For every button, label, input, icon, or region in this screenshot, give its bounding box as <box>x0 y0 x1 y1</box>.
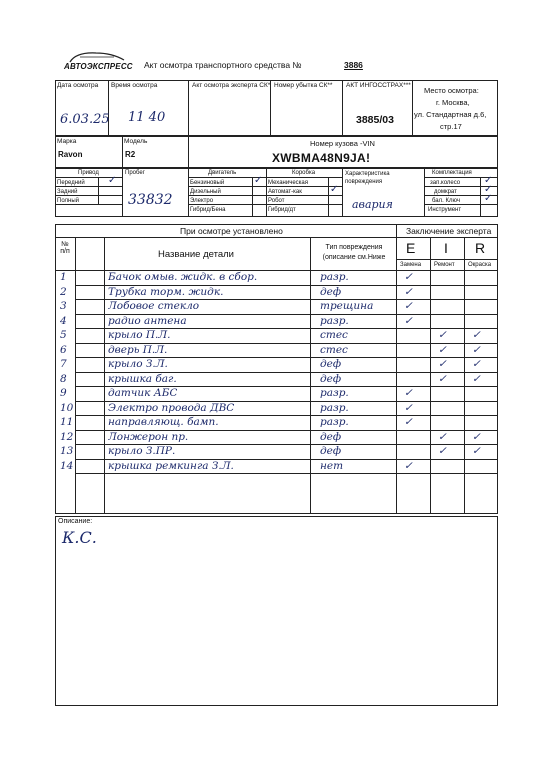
brand-label: Марка <box>57 138 77 145</box>
company-logo <box>64 50 133 74</box>
row-e-mark: ✓ <box>404 300 413 312</box>
row-number: 3 <box>60 300 67 312</box>
row-part-name: направляющ. бамп. <box>108 416 219 428</box>
row-r-mark: ✓ <box>472 343 481 356</box>
drive-front: Передний <box>57 180 85 186</box>
row-damage-type: деф <box>320 372 342 385</box>
row-e-mark: ✓ <box>404 271 413 283</box>
ingos-act-label: АКТ ИНГОССТРАХ*** <box>346 82 411 89</box>
row-part-name: Бачок омыв. жидк. в сбор. <box>108 271 258 283</box>
row-e-mark: ✓ <box>404 387 413 399</box>
kit-spare-wheel-check: ✓ <box>484 175 493 186</box>
vin-value: XWBMA48N9JA! <box>272 151 371 165</box>
ingos-act-value: 3885/03 <box>356 114 394 126</box>
row-damage-type: разр. <box>320 401 349 414</box>
row-damage-type: деф <box>320 285 342 298</box>
description-value: К.С. <box>62 528 97 547</box>
engine-electro: Электро <box>190 198 214 204</box>
gearbox-robot: Робот <box>268 198 285 204</box>
row-number: 1 <box>60 271 67 283</box>
place-line-1: г. Москва, <box>436 98 470 107</box>
row-part-name: Лонжерон пр. <box>108 430 189 443</box>
place-label: Место осмотра: <box>424 86 479 95</box>
row-number: 4 <box>60 314 67 327</box>
engine-diesel: Дизельный <box>190 189 221 195</box>
row-damage-type: нет <box>320 459 344 472</box>
row-damage-type: трещина <box>320 300 374 312</box>
place-line-2: ул. Стандартная д.6, <box>414 110 487 119</box>
row-damage-type: деф <box>320 430 342 443</box>
num-header: № п/п <box>60 241 70 255</box>
description-label: Описание: <box>58 518 93 525</box>
row-part-name: крыло З.Л. <box>108 358 168 370</box>
r-header: R <box>475 240 486 256</box>
gearbox-manual: Механическая <box>268 180 309 186</box>
row-number: 9 <box>60 387 67 399</box>
place-line-3: стр.17 <box>440 122 462 131</box>
document-title: Акт осмотра транспортного средства № <box>144 60 302 70</box>
findings-section-title: При осмотре установлено <box>180 226 283 236</box>
row-i-mark: ✓ <box>438 329 447 341</box>
logo-text: АВТОЭКСПРЕСС <box>64 62 133 71</box>
row-part-name: дверь П.Л. <box>108 343 168 356</box>
row-part-name: крышка баг. <box>108 372 177 385</box>
row-damage-type: стес <box>320 343 348 356</box>
row-e-mark: ✓ <box>404 285 413 298</box>
row-part-name: Электро провода ДВС <box>108 401 235 414</box>
row-number: 12 <box>60 430 74 443</box>
kit-spare-wheel: зап.колесо <box>430 180 461 186</box>
expert-act-label: Акт осмотра эксперта СК* <box>192 82 271 89</box>
row-e-mark: ✓ <box>404 416 413 428</box>
row-e-mark: ✓ <box>404 459 413 472</box>
date-label: Дата осмотра <box>57 82 99 89</box>
name-header: Название детали <box>158 249 234 260</box>
vin-label: Номер кузова -VIN <box>310 139 375 148</box>
i-header: I <box>444 240 448 256</box>
row-number: 11 <box>60 416 74 428</box>
kit-label: Комплектация <box>432 170 472 176</box>
drive-full: Полный <box>57 198 79 204</box>
loss-number-label: Номер убытка СК** <box>274 82 333 89</box>
gearbox-hybrid: Гибрид/дт <box>268 207 296 213</box>
row-r-mark: ✓ <box>472 445 481 457</box>
row-part-name: крыло З.ПР. <box>108 445 176 457</box>
row-damage-type: деф <box>320 445 342 457</box>
mileage-value: 33832 <box>128 192 173 208</box>
kit-jack: домкрат <box>434 189 457 195</box>
date-value: 6.03.25 <box>60 112 110 127</box>
time-value: 11 40 <box>128 110 166 125</box>
row-r-mark: ✓ <box>472 372 481 385</box>
row-i-mark: ✓ <box>438 430 447 443</box>
row-i-mark: ✓ <box>438 372 447 385</box>
row-damage-type: разр. <box>320 314 349 327</box>
mileage-label: Пробег <box>125 170 145 176</box>
r-subheader: Окраска <box>468 262 492 268</box>
engine-petrol-check: ✓ <box>254 175 263 186</box>
kit-wheel-wrench-check: ✓ <box>484 193 493 204</box>
row-i-mark: ✓ <box>438 343 447 356</box>
row-r-mark: ✓ <box>472 329 481 341</box>
drive-rear: Задний <box>57 189 78 195</box>
gearbox-automatic: Автомат-как <box>268 189 302 195</box>
engine-petrol: Бензиновый <box>190 180 225 186</box>
damage-char-value: авария <box>352 198 393 211</box>
row-r-mark: ✓ <box>472 430 481 443</box>
drive-front-check: ✓ <box>108 175 117 186</box>
row-number: 8 <box>60 372 67 385</box>
model-value: R2 <box>125 150 136 159</box>
row-damage-type: разр. <box>320 271 349 283</box>
gearbox-automatic-check: ✓ <box>330 184 339 195</box>
engine-hybrid: Гибрид/Бена <box>190 207 226 213</box>
brand-value: Ravon <box>58 150 83 159</box>
row-number: 14 <box>60 459 74 472</box>
row-part-name: Трубка торм. жидк. <box>108 285 224 298</box>
row-part-name: радио антена <box>108 314 187 327</box>
time-label: Время осмотра <box>111 82 158 89</box>
row-part-name: крышка ремкинга З.Л. <box>108 459 234 472</box>
kit-jack-check: ✓ <box>484 184 493 195</box>
row-damage-type: деф <box>320 358 342 370</box>
row-number: 5 <box>60 329 67 341</box>
row-damage-type: разр. <box>320 387 349 399</box>
row-part-name: Лобовое стекло <box>108 300 200 312</box>
e-header: E <box>406 240 416 256</box>
row-number: 2 <box>60 285 67 298</box>
damage-header: Тип повреждения (описание см.Ниже <box>322 244 386 261</box>
row-number: 7 <box>60 358 67 370</box>
row-i-mark: ✓ <box>438 445 447 457</box>
row-part-name: крыло П.Л. <box>108 329 171 341</box>
expert-section-title: Заключение эксперта <box>406 226 492 236</box>
engine-label: Двигатель <box>208 170 237 176</box>
row-e-mark: ✓ <box>404 314 413 327</box>
e-subheader: Замена <box>400 262 422 268</box>
drive-label: Привод <box>78 170 99 176</box>
row-r-mark: ✓ <box>472 358 481 370</box>
i-subheader: Ремонт <box>434 262 455 268</box>
damage-char-label: Характеристика повреждения <box>345 171 390 185</box>
row-number: 13 <box>60 445 74 457</box>
document-number: 3886 <box>344 60 363 70</box>
row-i-mark: ✓ <box>438 358 447 370</box>
kit-wheel-wrench: бал. Ключ <box>432 198 460 204</box>
row-number: 10 <box>60 401 74 414</box>
gearbox-label: Коробка <box>292 170 316 176</box>
row-number: 6 <box>60 343 67 356</box>
kit-tools: Инструмент <box>428 207 462 213</box>
description-block <box>55 516 498 706</box>
row-damage-type: стес <box>320 329 348 341</box>
row-line <box>75 473 498 474</box>
model-label: Модель <box>124 138 148 145</box>
row-damage-type: разр. <box>320 416 349 428</box>
row-part-name: датчик АБС <box>108 387 178 399</box>
row-e-mark: ✓ <box>404 401 413 414</box>
